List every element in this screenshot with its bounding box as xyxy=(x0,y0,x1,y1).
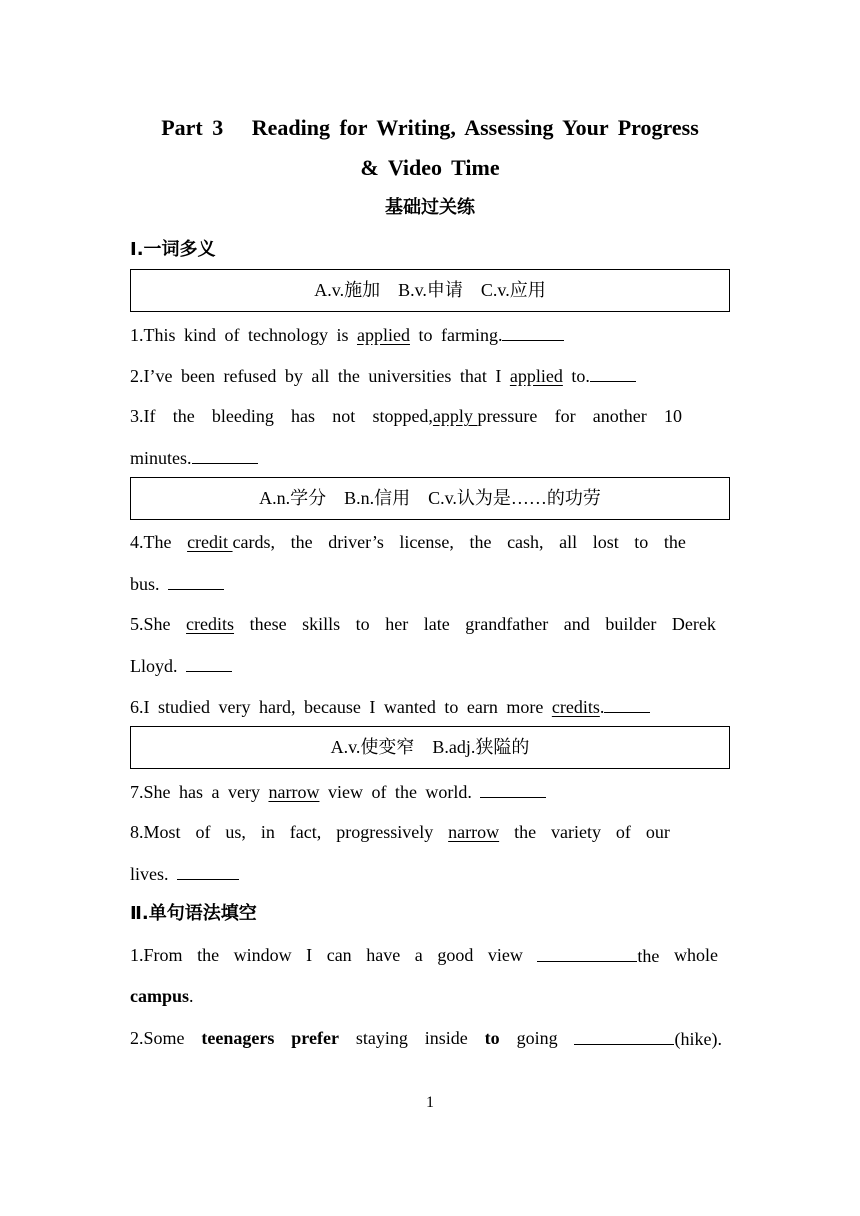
target-word: credit xyxy=(187,532,233,552)
question-4-cont: bus. xyxy=(130,571,730,596)
target-word: apply xyxy=(432,406,478,426)
grammar-question-1-cont: campus. xyxy=(130,986,194,1006)
section-subtitle: 基础过关练 xyxy=(385,197,475,218)
page-number: 1 xyxy=(426,1094,434,1111)
answer-blank[interactable] xyxy=(590,363,636,382)
question-5: 5.She credits these skills to her late grandfather and builder Derek xyxy=(130,614,716,634)
target-word: credits xyxy=(551,697,600,717)
answer-blank[interactable] xyxy=(604,694,650,713)
title-line-2: & Video Time xyxy=(360,155,500,180)
question-7: 7.She has a very narrow view of the world. xyxy=(130,779,730,804)
answer-blank[interactable] xyxy=(537,943,637,962)
page-title xyxy=(130,108,730,188)
target-word: applied xyxy=(356,325,410,345)
target-word: credits xyxy=(186,614,235,634)
question-5-cont: Lloyd. xyxy=(130,653,730,678)
question-6: 6.I studied very hard, because I wanted to earn more credits. xyxy=(130,694,730,719)
answer-blank[interactable] xyxy=(177,861,239,880)
question-8: 8.Most of us, in fact, progressively narrow the variety of our xyxy=(130,822,670,842)
answer-blank[interactable] xyxy=(168,571,224,590)
question-3-cont: minutes. xyxy=(130,445,730,470)
question-4: 4.The credit cards, the driver’s license, the cash, all lost to the xyxy=(130,532,686,552)
section-heading-2: Ⅱ.单句语法填空 xyxy=(130,903,257,924)
grammar-question-2: 2.Some teenagers prefer staying inside to going (hike). xyxy=(130,1028,722,1049)
target-word: narrow xyxy=(268,782,320,802)
question-2: 2.I’ve been refused by all the universities that I applied to. xyxy=(130,363,730,388)
section-heading-1: Ⅰ.一词多义 xyxy=(130,239,216,260)
target-word: narrow xyxy=(448,822,500,842)
question-8-cont: lives. xyxy=(130,861,730,886)
options-box-credit: A.n.学分 B.n.信用 C.v.认为是……的功劳 xyxy=(130,477,730,520)
title-line-1: Part 3 Reading for Writing, Assessing Your Progress xyxy=(161,115,699,140)
target-word: applied xyxy=(509,366,563,386)
answer-blank[interactable] xyxy=(502,322,564,341)
options-box-narrow: A.v.使变窄 B.adj.狭隘的 xyxy=(130,726,730,769)
answer-blank[interactable] xyxy=(480,779,546,798)
answer-blank[interactable] xyxy=(186,653,232,672)
answer-blank[interactable] xyxy=(574,1026,674,1045)
question-3: 3.If the bleeding has not stopped,apply pressure for another 10 xyxy=(130,406,682,426)
question-1: 1.This kind of technology is applied to farming. xyxy=(130,322,730,347)
options-box-apply: A.v.施加 B.v.申请 C.v.应用 xyxy=(130,269,730,312)
grammar-question-1: 1.From the window I can have a good view the whole xyxy=(130,945,718,966)
answer-blank[interactable] xyxy=(192,445,258,464)
